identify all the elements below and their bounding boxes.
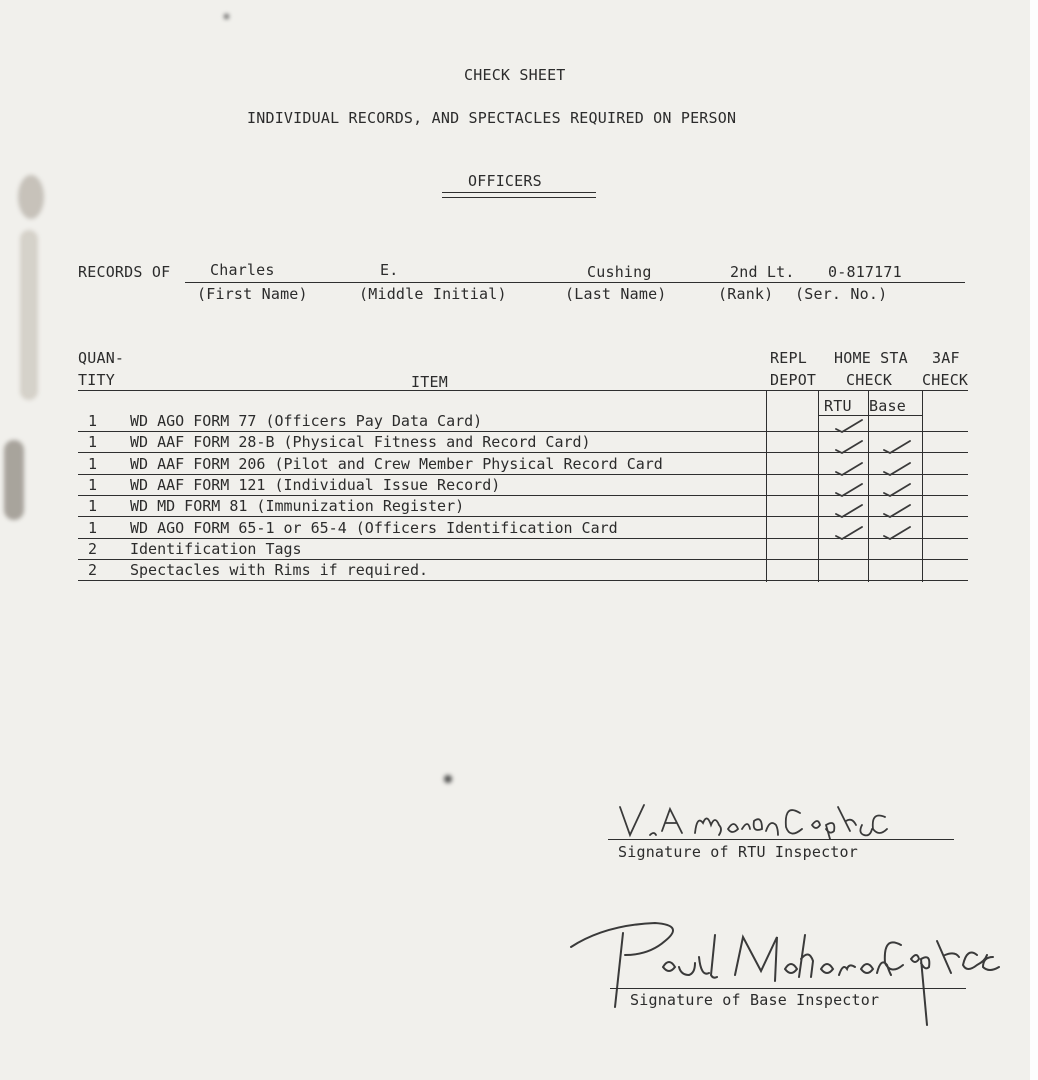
- table-column-rule: [818, 390, 819, 582]
- first-name-value: Charles: [210, 261, 275, 279]
- third-af-check-header: CHECK: [922, 371, 969, 389]
- table-row-rule: [78, 580, 968, 581]
- table-row-rule: [78, 559, 968, 560]
- rtu-checkmark: [834, 461, 864, 480]
- table-rule: [818, 415, 922, 416]
- quantity-header: QUAN-: [78, 349, 125, 367]
- row-quantity: 2: [88, 539, 98, 558]
- middle-initial-value: E.: [380, 261, 399, 279]
- repl-depot-header: DEPOT: [770, 371, 817, 389]
- last-name-caption: (Last Name): [565, 285, 667, 303]
- row-quantity: 1: [88, 475, 98, 494]
- base-signature-label: Signature of Base Inspector: [630, 991, 880, 1009]
- section-heading: OFFICERS: [468, 172, 542, 190]
- row-item: WD MD FORM 81 (Immunization Register): [130, 497, 465, 516]
- rtu-checkmark: [834, 525, 864, 544]
- serial-number-value: 0-817171: [828, 263, 902, 281]
- last-name-value: Cushing: [587, 263, 652, 281]
- document-subtitle: INDIVIDUAL RECORDS, AND SPECTACLES REQUIRED ON PERSON: [247, 109, 737, 127]
- rank-value: 2nd Lt.: [730, 263, 795, 281]
- row-item: WD AAF FORM 28-B (Physical Fitness and Record Card): [130, 433, 591, 452]
- table-header-rule: [78, 390, 968, 391]
- table-column-rule: [766, 390, 767, 582]
- home-sta-check-header: HOME STA: [834, 349, 908, 367]
- first-name-caption: (First Name): [197, 285, 308, 303]
- rtu-signature-label: Signature of RTU Inspector: [618, 843, 858, 861]
- base-checkmark: [882, 461, 912, 480]
- stain-mark: [444, 775, 452, 783]
- base-inspector-signature: [565, 915, 1025, 1035]
- base-checkmark: [882, 503, 912, 522]
- base-checkmark: [882, 482, 912, 501]
- section-underline: [442, 197, 596, 198]
- home-sta-check-header: CHECK: [846, 371, 893, 389]
- rtu-checkmark: [834, 503, 864, 522]
- row-item: WD AAF FORM 206 (Pilot and Crew Member Physical Record Card: [130, 454, 663, 473]
- row-quantity: 1: [88, 433, 98, 452]
- item-header: ITEM: [411, 373, 448, 391]
- serial-number-caption: (Ser. No.): [795, 285, 888, 303]
- row-quantity: 1: [88, 518, 98, 537]
- records-label: RECORDS OF: [78, 263, 171, 281]
- rtu-checkmark: [834, 418, 864, 437]
- document-title: CHECK SHEET: [464, 66, 566, 84]
- base-subheader: Base: [869, 397, 906, 415]
- row-item: WD AAF FORM 121 (Individual Issue Record): [130, 475, 501, 494]
- row-item: Spectacles with Rims if required.: [130, 561, 429, 580]
- base-checkmark: [882, 439, 912, 458]
- row-item: WD AGO FORM 77 (Officers Pay Data Card): [130, 412, 483, 430]
- stain-mark: [18, 175, 44, 219]
- stain-mark: [224, 14, 229, 19]
- page-edge: [1030, 0, 1038, 1080]
- rtu-checkmark: [834, 482, 864, 501]
- row-item: Identification Tags: [130, 539, 302, 558]
- rank-caption: (Rank): [718, 285, 774, 303]
- rtu-checkmark: [834, 439, 864, 458]
- row-quantity: 2: [88, 561, 98, 580]
- base-signature-line: [610, 988, 966, 989]
- third-af-check-header: 3AF: [932, 349, 960, 367]
- middle-initial-caption: (Middle Initial): [359, 285, 507, 303]
- section-underline: [442, 192, 596, 193]
- row-quantity: 1: [88, 497, 98, 516]
- stain-mark: [4, 440, 24, 520]
- quantity-header: TITY: [78, 371, 115, 389]
- repl-depot-header: REPL: [770, 349, 807, 367]
- rtu-signature-line: [608, 839, 954, 840]
- table-column-rule: [922, 390, 923, 582]
- base-checkmark: [882, 525, 912, 544]
- row-item: WD AGO FORM 65-1 or 65-4 (Officers Identification Card: [130, 518, 618, 537]
- row-quantity: 1: [88, 412, 98, 430]
- records-underline: [185, 282, 965, 283]
- table-column-rule: [868, 390, 869, 582]
- stain-mark: [20, 230, 38, 400]
- rtu-subheader: RTU: [824, 397, 852, 415]
- row-quantity: 1: [88, 454, 98, 473]
